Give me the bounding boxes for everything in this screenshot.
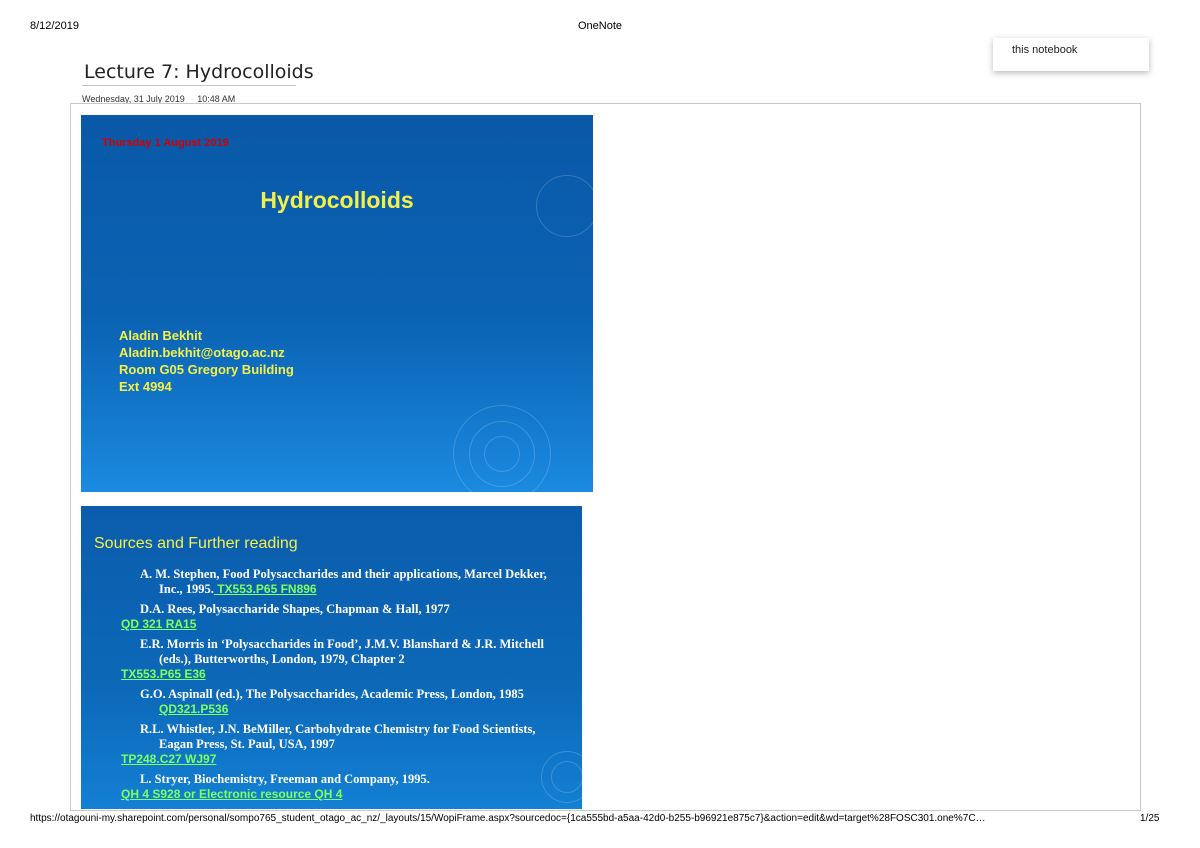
notebook-popup[interactable]: [993, 38, 1149, 71]
author-room: Room G05 Gregory Building: [119, 362, 294, 377]
reference-item: [121, 637, 565, 682]
page-created-date: Wednesday, 31 July 2019: [82, 94, 185, 104]
reference-item: [140, 567, 565, 597]
reference-call-number[interactable]: QH 4 S928 or Electronic resource QH 4: [121, 787, 343, 801]
reference-text: D.A. Rees, Polysaccharide Shapes, Chapman & Hall, 1977: [140, 602, 450, 616]
popup-text: this notebook: [1012, 44, 1078, 56]
page-created-time: 10:48 AM: [197, 94, 236, 104]
reference-call-number[interactable]: TP248.C27 WJ97: [121, 752, 217, 766]
slide-image-title[interactable]: [81, 115, 593, 492]
author-name: Aladin Bekhit: [119, 328, 203, 343]
print-footer-url: https://otagouni-my.sharepoint.com/personal/sompo765_student_otago_ac_nz/_layouts/15/WopiFrame.aspx?sourcedoc={1ca555bd-a5aa-42d0-b255-b96921e875c7}&action=edit&wd=target%28FOSC301.one%7C…: [30, 813, 986, 824]
reference-text: A. M. Stephen, Food Polysaccharides and their applications, Marcel Dekker, Inc., 1995.: [140, 567, 547, 596]
reference-text: E.R. Morris in ‘Polysaccharides in Food’, J.M.V. Blanshard & J.R. Mitchell (eds.), Butterworths, London, 1979, Chapter 2: [140, 637, 544, 666]
reference-item: [121, 602, 565, 632]
page-title[interactable]: Lecture 7: Hydrocolloids: [84, 61, 314, 83]
reference-list: [121, 567, 565, 807]
reference-call-number[interactable]: TX553.P65 E36: [121, 667, 206, 681]
reference-call-number[interactable]: TX553.P65 FN896: [213, 582, 317, 596]
reference-text: R.L. Whistler, J.N. BeMiller, Carbohydrate Chemistry for Food Scientists, Eagan Press, St. Paul, USA, 1997: [140, 722, 536, 751]
slide-date: Thursday 1 August 2019: [102, 137, 229, 149]
slide-image-sources[interactable]: [81, 506, 582, 809]
author-ext: Ext 4994: [119, 379, 172, 394]
print-date: 8/12/2019: [30, 20, 79, 32]
slide-title: Hydrocolloids: [260, 187, 414, 213]
ripple-decoration: [484, 436, 520, 472]
author-block: [119, 327, 294, 395]
reference-call-number[interactable]: QD321.P536: [159, 702, 229, 716]
author-email: Aladin.bekhit@otago.ac.nz: [119, 345, 285, 360]
print-app-name: OneNote: [577, 20, 623, 32]
title-divider: [82, 85, 296, 86]
reference-text: G.O. Aspinall (ed.), The Polysaccharides, Academic Press, London, 1985: [140, 687, 524, 701]
reference-call-number[interactable]: QD 321 RA15: [121, 617, 197, 631]
reference-text: L. Stryer, Biochemistry, Freeman and Company, 1995.: [140, 772, 430, 786]
slide-heading: Sources and Further reading: [94, 535, 298, 552]
reference-item: [121, 722, 565, 767]
print-page-number: 1/25: [1140, 813, 1160, 824]
reference-item: [121, 772, 565, 802]
reference-item: [140, 687, 565, 717]
